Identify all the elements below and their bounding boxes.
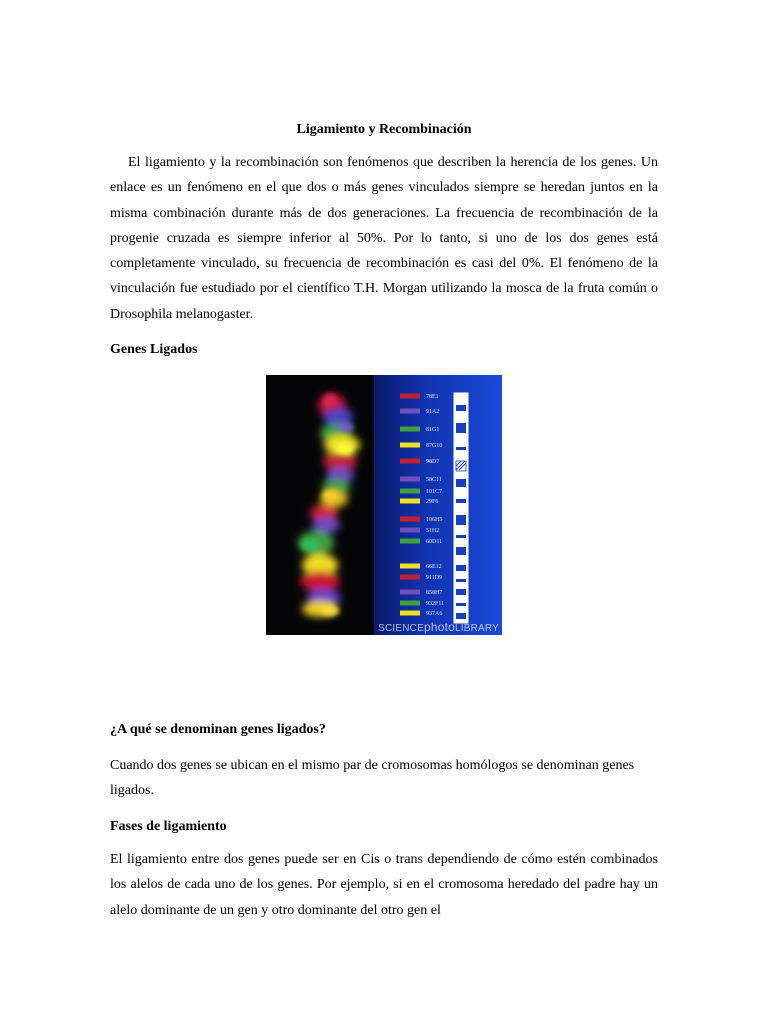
gene-marker-label: 106H5 [426, 517, 443, 523]
gene-marker-label: 51H2 [426, 528, 440, 534]
gene-marker-swatch [400, 459, 420, 464]
phases-paragraph: El ligamiento entre dos genes puede ser en Cis o trans dependiendo de cómo estén combinados los alelos de cada uno de los genes. Por ejemplo, si en el cromosoma heredado del padre hay un alelo dominante de un gen y otro dominante del otro gen el [110, 852, 658, 918]
gene-marker-label: 932F11 [426, 601, 445, 607]
gene-marker-label: 91A2 [426, 409, 440, 415]
gene-marker-swatch [400, 601, 420, 606]
chromosome-ideogram [454, 393, 468, 623]
gene-marker-swatch [400, 539, 420, 544]
question-heading: ¿A qué se denominan genes ligados? [110, 722, 326, 737]
gene-marker-label: 81G1 [426, 427, 440, 433]
gene-marker-swatch [400, 427, 420, 432]
science-photo-library-watermark [378, 620, 499, 634]
watermark-prefix: SCIENCE [378, 623, 424, 634]
gene-marker-swatch [400, 564, 420, 569]
chromosome-figure [266, 375, 502, 635]
gene-marker-label: 98D7 [426, 459, 440, 465]
intro-paragraph: El ligamiento y la recombinación son fenómenos que describen la herencia de los genes. Un enlace es un fenómeno en el que dos o más genes vinculados siempre se heredan juntos en la misma combinación durante más de dos generaciones. La frecuencia de recombinación de la progenie cruzada es siempre inferior al 50%. Por lo tanto, si uno de los dos genes está completamente vinculado, su frecuencia de recombinación es casi del 0%. El fenómeno de la vinculación fue estudiado por el científico T.H. Morgan utilizando la mosca de la fruta común o Drosophila melanogaster. [110, 155, 658, 322]
watermark-suffix: LIBRARY [454, 623, 499, 634]
gene-marker-label: 66E12 [426, 564, 442, 570]
gene-marker-label: 87G10 [426, 443, 443, 449]
gene-marker-swatch [400, 611, 420, 616]
section-heading-linked-genes: Genes Ligados [110, 342, 198, 357]
gene-marker-label: 60D11 [426, 539, 443, 545]
gene-marker-label: 29F6 [426, 499, 439, 505]
gene-marker-label: 858H7 [426, 590, 443, 596]
gene-marker-swatch [400, 575, 420, 580]
gene-marker-label: 911D9 [426, 575, 443, 581]
gene-marker-swatch [400, 477, 420, 482]
gene-marker-swatch [400, 409, 420, 414]
gene-marker-swatch [400, 499, 420, 504]
gene-marker-label: 937A6 [426, 611, 443, 617]
gene-marker-label: 58C11 [426, 477, 442, 483]
gene-marker-label: 101C7 [426, 489, 443, 495]
gene-marker-swatch [400, 394, 420, 399]
gene-marker-swatch [400, 489, 420, 494]
gene-marker-label: 78E1 [426, 394, 439, 400]
chromosome-image [266, 375, 502, 635]
watermark-photo: photo [423, 620, 455, 634]
gene-marker-swatch [400, 528, 420, 533]
gene-marker-swatch [400, 517, 420, 522]
section-heading-phases: Fases de ligamiento [110, 819, 227, 834]
gene-marker-swatch [400, 443, 420, 448]
document-title: Ligamiento y Recombinación [296, 122, 472, 137]
answer-paragraph: Cuando dos genes se ubican en el mismo par de cromosomas homólogos se denominan genes ligados. [110, 758, 635, 799]
gene-marker-swatch [400, 590, 420, 595]
